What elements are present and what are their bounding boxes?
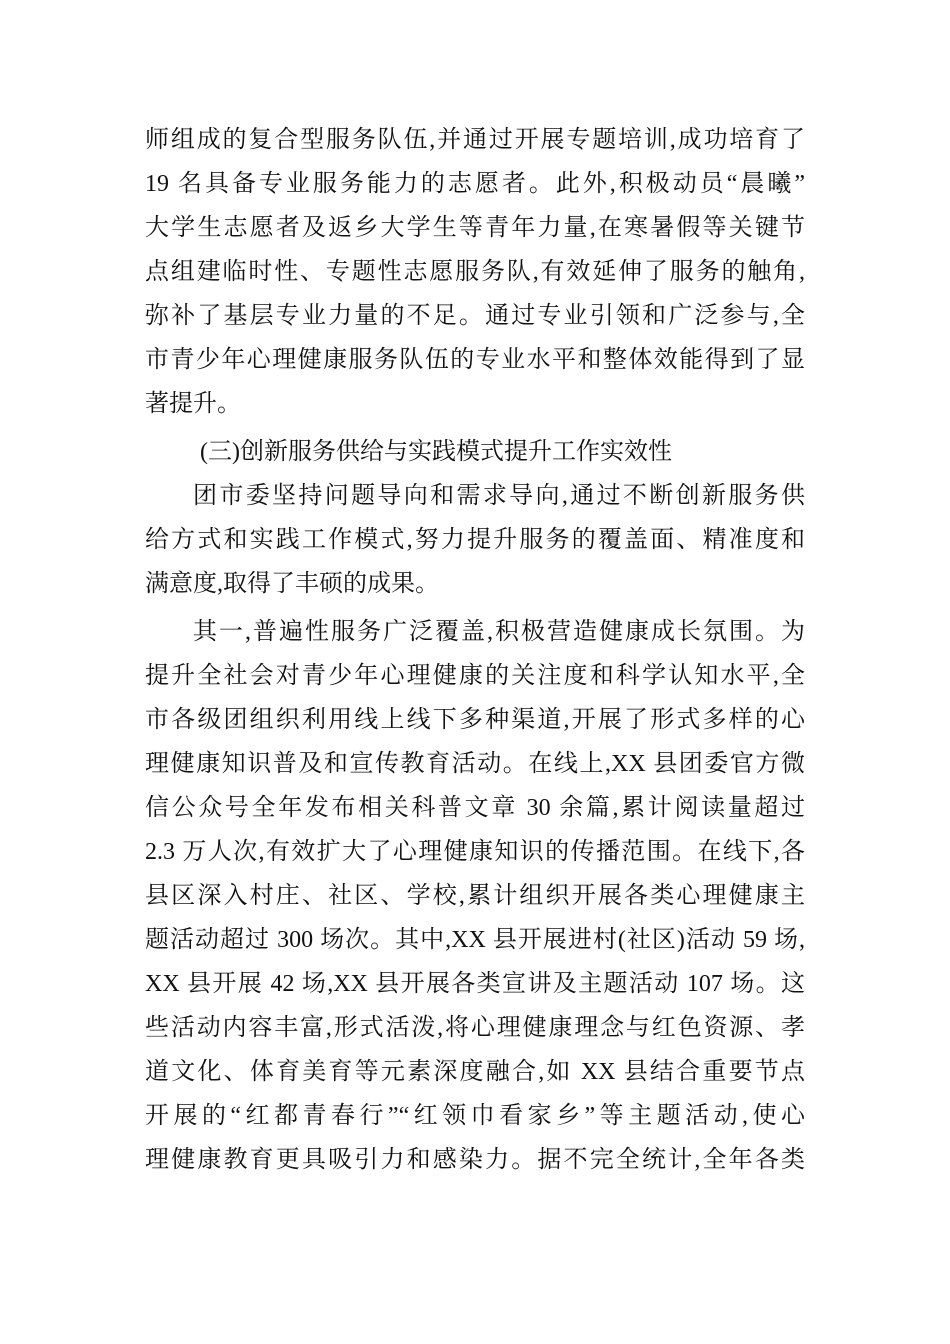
paragraph-line: XX 县开展 42 场,XX 县开展各类宣讲及主题活动 107 场。这 <box>145 971 805 997</box>
section-heading: (三)创新服务供给与实践模式提升工作实效性 <box>200 439 672 465</box>
paragraph-line: 提升全社会对青少年心理健康的关注度和科学认知水平,全 <box>145 663 805 689</box>
paragraph-line: 信公众号全年发布相关科普文章 30 余篇,累计阅读量超过 <box>145 795 805 821</box>
paragraph-line: 些活动内容丰富,形式活泼,将心理健康理念与红色资源、孝 <box>145 1015 805 1041</box>
paragraph-line: 理健康知识普及和宣传教育活动。在线上,XX 县团委官方微 <box>145 751 805 777</box>
paragraph-line: 大学生志愿者及返乡大学生等青年力量,在寒暑假等关键节 <box>145 215 805 241</box>
paragraph-line: 19 名具备专业服务能力的志愿者。此外,积极动员“晨曦” <box>145 171 805 197</box>
paragraph-line: 点组建临时性、专题性志愿服务队,有效延伸了服务的触角, <box>145 259 805 285</box>
paragraph-line: 弥补了基层专业力量的不足。通过专业引领和广泛参与,全 <box>145 303 805 329</box>
paragraph-line: 开展的“红都青春行”“红领巾看家乡”等主题活动,使心 <box>145 1103 805 1129</box>
paragraph-line: 其一,普遍性服务广泛覆盖,积极营造健康成长氛围。为 <box>193 619 805 645</box>
paragraph-line: 市各级团组织利用线上线下多种渠道,开展了形式多样的心 <box>145 707 805 733</box>
paragraph-line: 著提升。 <box>145 391 241 417</box>
paragraph-line: 2.3 万人次,有效扩大了心理健康知识的传播范围。在线下,各 <box>145 839 805 865</box>
paragraph-line: 理健康教育更具吸引力和感染力。据不完全统计,全年各类 <box>145 1147 805 1173</box>
paragraph-line: 满意度,取得了丰硕的成果。 <box>145 571 439 597</box>
paragraph-line: 师组成的复合型服务队伍,并通过开展专题培训,成功培育了 <box>145 127 805 153</box>
paragraph-line: 团市委坚持问题导向和需求导向,通过不断创新服务供 <box>193 483 805 509</box>
paragraph-line: 县区深入村庄、社区、学校,累计组织开展各类心理健康主 <box>145 883 805 909</box>
paragraph-line: 道文化、体育美育等元素深度融合,如 XX 县结合重要节点 <box>145 1059 805 1085</box>
paragraph-line: 题活动超过 300 场次。其中,XX 县开展进村(社区)活动 59 场, <box>145 927 805 953</box>
paragraph-line: 给方式和实践工作模式,努力提升服务的覆盖面、精准度和 <box>145 527 805 553</box>
paragraph-line: 市青少年心理健康服务队伍的专业水平和整体效能得到了显 <box>145 347 805 373</box>
